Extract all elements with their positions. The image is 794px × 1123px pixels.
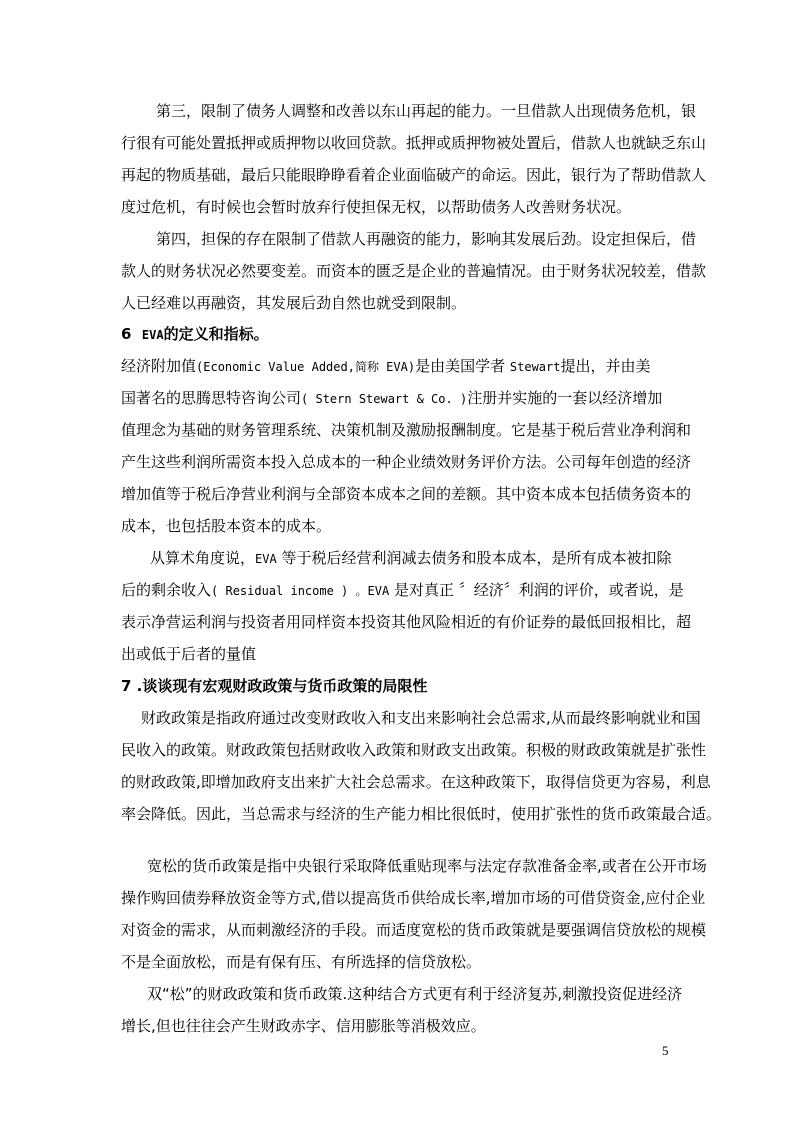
section-6-p1-line-5: 增加值等于税后净营业利润与全部资本成本之间的差额。其中资本成本包括债务资本的: [121, 485, 692, 503]
section-7-p3-line-2: 增长,但也往往会产生财政赤字、信用膨胀等消极效应。: [121, 1017, 486, 1035]
stewart-name: Stewart: [509, 360, 561, 374]
paragraph-4-line-1: 第四，担保的存在限制了借款人再融资的能力，影响其发展后劲。设定担保后，借: [156, 230, 697, 248]
paragraph-3-line-4: 度过危机，有时候也会暂时放弃行使担保无权，以帮助债务人改善财务状况。: [121, 198, 632, 216]
section-6-heading-text: 的定义和指标。: [163, 325, 269, 343]
eva-text-2: 提出，并由美: [560, 357, 651, 375]
section-6-p2-line-2: [121, 580, 684, 601]
section-6-p2-line-1: [150, 548, 672, 569]
residual-income-term: ( Residual income ) 。EVA: [211, 584, 390, 598]
section-7-p1-line-2: 民收入的政策。财政政策包括财政收入政策和财政支出政策。积极的财政政策就是扩张性: [121, 741, 707, 759]
section-6-p1-line-2: [121, 388, 662, 409]
section-6-p2-line-3: 表示净营运利润与投资者用同样资本投资其他风险相近的有价证券的最低回报相比，超: [121, 613, 692, 631]
eva-text-9: 利润的评价，或者说，是: [518, 581, 684, 599]
section-7-p2-line-3: 对资金的需求，从而刺激经济的手段。而适度宽松的货币政策就是要强调信贷放松的规模: [121, 921, 707, 939]
paragraph-3-line-3: 再起的物质基础，最后只能眼睁睁看着企业面临破产的命运。因此，银行为了帮助借款人: [121, 166, 707, 184]
paragraph-4-line-2: 款人的财务状况必然要变差。而资本的匮乏是企业的普遍情况。由于财务状况较差，借款: [121, 262, 707, 280]
stern-stewart-name: ( Stern Stewart & Co. ): [301, 392, 468, 406]
section-6-p2-line-4: 出或低于后者的量值: [121, 645, 257, 663]
section-6-heading-number: 6: [121, 325, 132, 343]
eva-term-en: (Economic Value Added,简称 EVA): [196, 360, 416, 374]
section-6-p1-line-6: 成本，也包括股本资本的成本。: [121, 517, 332, 535]
economic-quote: 〞经济〞: [458, 581, 519, 599]
section-6-p1-line-3: 值理念为基础的财务管理系统、决策机制及激励报酬制度。它是基于税后营业净利润和: [121, 421, 692, 439]
paragraph-4-line-3: 人已经难以再融资，其发展后劲自然也就受到限制。: [121, 294, 467, 312]
eva-text-3: 国著名的思腾思特咨询公司: [121, 389, 302, 407]
section-7-p2-line-1: 宽松的货币政策是指中央银行采取降低重贴现率与法定存款准备金率,或者在公开市场: [147, 857, 707, 875]
section-7-p1-line-3: 的财政政策,即增加政府支出来扩大社会总需求。在这种政策下，取得信贷更为容易，利息: [121, 773, 711, 791]
section-7-heading: 7 .谈谈现有宏观财政政策与货币政策的局限性: [121, 677, 428, 695]
section-6-heading: [121, 324, 269, 345]
eva-term-cn: 经济附加值: [121, 357, 197, 375]
section-7-p1-line-4: 率会降低。因此，当总需求与经济的生产能力相比很低时，使用扩张性的货币政策最合适。: [121, 805, 722, 823]
section-7-p3-line-1: 双“松”的财政政策和货币政策.这种结合方式更有利于经济复苏,刺激投资促进经济: [147, 985, 683, 1003]
eva-text-6: 等于税后经营利润减去债务和股本成本，是所有成本被扣除: [281, 549, 672, 567]
section-7-p1-line-1: 财政政策是指政府通过改变财政收入和支出来影响社会总需求,从而最终影响就业和国: [141, 709, 701, 727]
page-number: 5: [662, 1043, 669, 1058]
section-6-p1-line-1: [121, 356, 650, 377]
section-6-p1-line-4: 产生这些利润所需资本投入总成本的一种企业绩效财务评价方法。公司每年创造的经济: [121, 453, 692, 471]
section-7-p2-line-2: 操作购回债券释放资金等方式,借以提高货币供给成长率,增加市场的可借贷资金,应付企业: [121, 889, 706, 907]
paragraph-3-line-1: 第三，限制了债务人调整和改善以东山再起的能力。一旦借款人出现债务危机，银: [156, 102, 697, 120]
paragraph-3-line-2: 行很有可能处置抵押或质押物以收回贷款。抵押或质押物被处置后，借款人也就缺乏东山: [121, 134, 707, 152]
section-6-heading-code: EVA: [141, 328, 164, 342]
eva-abbrev-1: EVA: [255, 552, 277, 566]
eva-text-7: 后的剩余收入: [121, 581, 212, 599]
eva-text-1: 是由美国学者: [415, 357, 506, 375]
section-7-p2-line-4: 不是全面放松，而是有保有压、有所选择的信贷放松。: [121, 953, 482, 971]
eva-text-4: 注册并实施的一套以经济增加: [467, 389, 663, 407]
eva-text-5: 从算术角度说，: [150, 549, 256, 567]
eva-text-8: 是对真正: [393, 581, 454, 599]
